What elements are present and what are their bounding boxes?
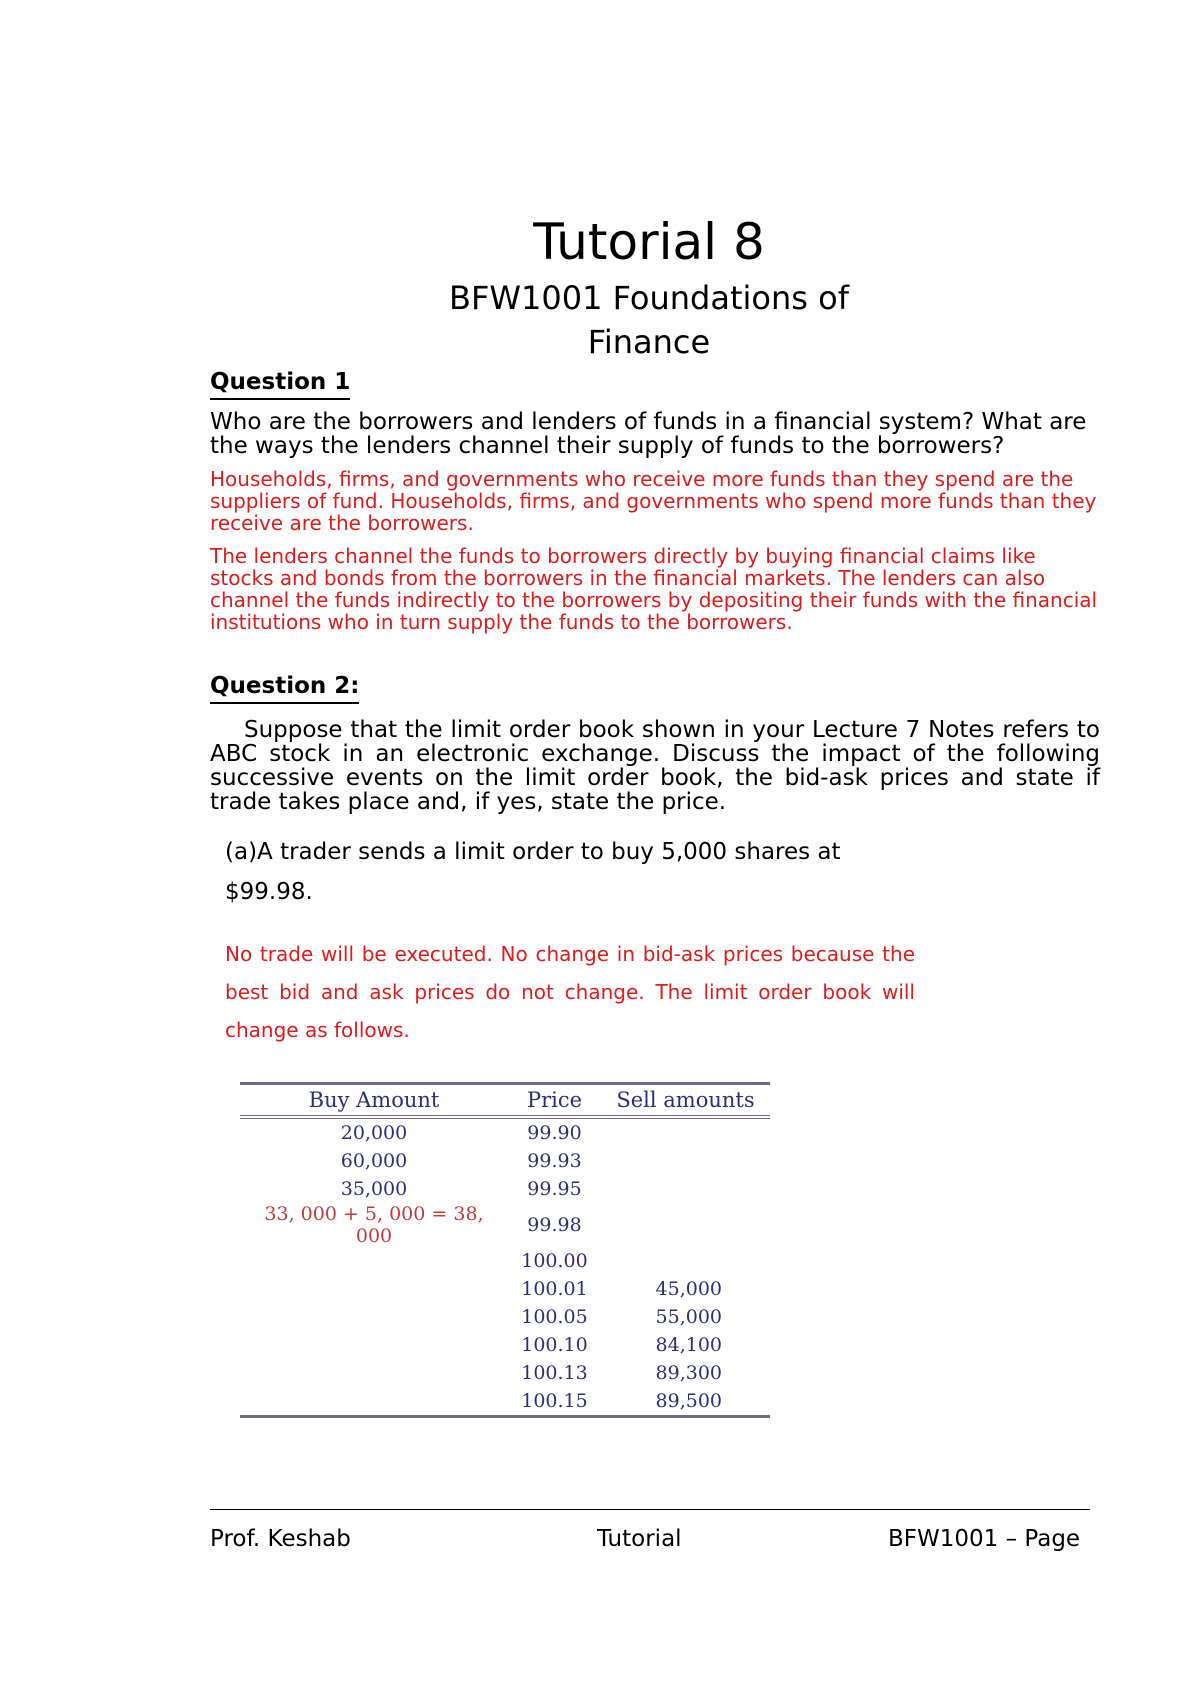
document-subtitle [0, 276, 1200, 364]
buy-amount-cell: 20,000 [340, 1122, 408, 1144]
table-row [240, 1147, 770, 1175]
buy-amount-cell [240, 1275, 508, 1303]
price-cell: 100.05 [521, 1306, 588, 1328]
buy-amount-cell [240, 1359, 508, 1387]
table-row [240, 1387, 770, 1417]
price-cell: 100.10 [521, 1334, 588, 1356]
sell-amount-cell [601, 1203, 770, 1247]
price-cell: 99.95 [527, 1178, 582, 1200]
sell-amount-cell: 45,000 [655, 1278, 722, 1300]
buy-amount-cell: 60,000 [340, 1150, 408, 1172]
question-2-part-a: (a)A trader sends a limit order to buy 5,000 shares at $99.98. [225, 839, 841, 905]
table-row [240, 1303, 770, 1331]
price-cell: 100.01 [521, 1278, 588, 1300]
sell-amount-cell [601, 1147, 770, 1175]
buy-amount-cell: 35,000 [340, 1178, 408, 1200]
buy-amount-cell [240, 1247, 508, 1275]
price-cell: 100.13 [521, 1362, 588, 1384]
document-title: Tutorial 8 [533, 213, 765, 271]
sell-amount-cell [601, 1117, 770, 1147]
table-row [240, 1331, 770, 1359]
sell-amount-cell: 84,100 [655, 1334, 722, 1356]
footer-page-label: BFW1001 – Page [888, 1526, 1081, 1552]
table-row [240, 1359, 770, 1387]
question-1-answer-1: Households, firms, and governments who receive more funds than they spend are the suppliers of fund. Households, firms, and governments who spend more funds than they receive are the borrowers. [210, 467, 1097, 535]
footer-center-label: Tutorial [597, 1526, 682, 1552]
footer-divider [210, 1509, 1090, 1510]
question-1-answer-2: The lenders channel the funds to borrowers directly by buying financial claims like stocks and bonds from the borrowers in the financial markets. The lenders can also channel the funds indirectly to the borrowers by depositing their funds with the financial institutions who in turn supply the funds to the borrowers. [210, 544, 1098, 634]
sell-amount-cell: 89,300 [655, 1362, 722, 1384]
question-1-heading: Question 1 [210, 367, 350, 400]
sell-amount-cell [601, 1175, 770, 1203]
price-cell: 100.15 [508, 1387, 601, 1417]
buy-amount-cell [240, 1331, 508, 1359]
table-row [240, 1175, 770, 1203]
header-buy-amount: Buy Amount [240, 1084, 508, 1118]
question-1-text: Who are the borrowers and lenders of funds in a financial system? What are the ways the lenders channel their supply of funds to the borrowers? [210, 409, 1087, 459]
sell-amount-cell [601, 1247, 770, 1275]
price-cell: 99.90 [527, 1122, 582, 1144]
price-cell: 100.00 [521, 1250, 588, 1272]
table-row [240, 1247, 770, 1275]
subtitle-line-2: Finance [587, 323, 711, 361]
subtitle-line-1: BFW1001 Foundations of [449, 279, 849, 317]
question-2-text: Suppose that the limit order book shown in your Lecture 7 Notes refers to ABC stock in an electronic exchange. Discuss the impact of the following successive events on the limit order book, the bid-ask prices and state if trade takes place and, if yes, state the price. [210, 717, 1100, 815]
buy-amount-cell [240, 1387, 508, 1417]
price-cell: 99.98 [527, 1214, 582, 1236]
buy-amount-cell [240, 1303, 508, 1331]
sell-amount-cell: 55,000 [655, 1306, 722, 1328]
table-row [240, 1275, 770, 1303]
sell-amount-cell: 89,500 [601, 1387, 770, 1417]
buy-amount-cell-updated: 33, 000 + 5, 000 = 38, 000 [264, 1203, 484, 1247]
price-cell: 99.93 [527, 1150, 582, 1172]
header-price: Price [508, 1084, 601, 1118]
footer-author: Prof. Keshab [210, 1526, 351, 1552]
order-book-header-row [240, 1084, 770, 1118]
limit-order-book-table [240, 1082, 770, 1418]
question-2-heading: Question 2: [210, 671, 359, 704]
table-row [240, 1117, 770, 1147]
question-2-answer-a: No trade will be executed. No change in bid-ask prices because the best bid and ask prices do not change. The limit order book will change as follows. [225, 942, 915, 1042]
table-row-highlighted [240, 1203, 770, 1247]
header-sell-amounts: Sell amounts [601, 1084, 770, 1118]
